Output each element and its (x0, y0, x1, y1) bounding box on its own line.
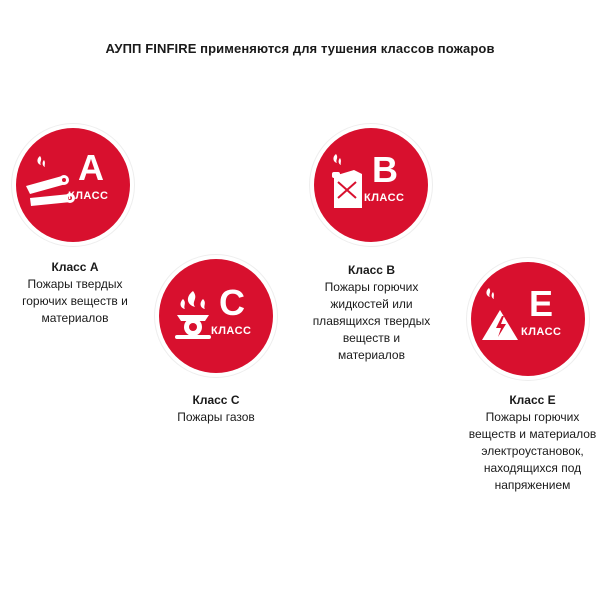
class-name: Класс С (192, 393, 240, 407)
class-word: КЛАСС (211, 325, 252, 337)
class-b-badge (314, 128, 428, 242)
class-e-caption (465, 392, 600, 494)
class-description: Пожары твердых горючих веществ и материалов (22, 277, 128, 325)
fuel-canister-icon (328, 150, 368, 214)
class-letter: B (372, 149, 398, 190)
class-a-badge (16, 128, 130, 242)
class-name: Класс Е (509, 393, 556, 407)
gas-burner-icon (171, 287, 215, 341)
class-e-badge (471, 262, 585, 376)
class-a-caption (10, 259, 140, 327)
class-word: КЛАСС (364, 192, 405, 204)
page-title: АУПП FINFIRE применяются для тушения классов пожаров (105, 41, 495, 56)
class-word: КЛАСС (521, 326, 562, 338)
class-word: КЛАСС (68, 190, 109, 202)
class-description: Пожары газов (177, 410, 255, 424)
class-description: Пожары горючих веществ и материалов электроустановок, находящихся под напряжением (468, 410, 597, 492)
high-voltage-icon (479, 284, 521, 344)
burning-logs-icon (24, 152, 80, 214)
class-name: Класс А (51, 260, 99, 274)
class-b-caption (309, 262, 434, 364)
class-letter: A (78, 147, 104, 188)
class-name: Класс В (348, 263, 395, 277)
class-letter: E (529, 283, 554, 324)
class-letter: C (219, 282, 245, 323)
class-description: Пожары горючих жидкостей или плавящихся твердых веществ и материалов (312, 280, 431, 362)
class-c-badge (159, 259, 273, 373)
class-c-caption (156, 392, 276, 426)
